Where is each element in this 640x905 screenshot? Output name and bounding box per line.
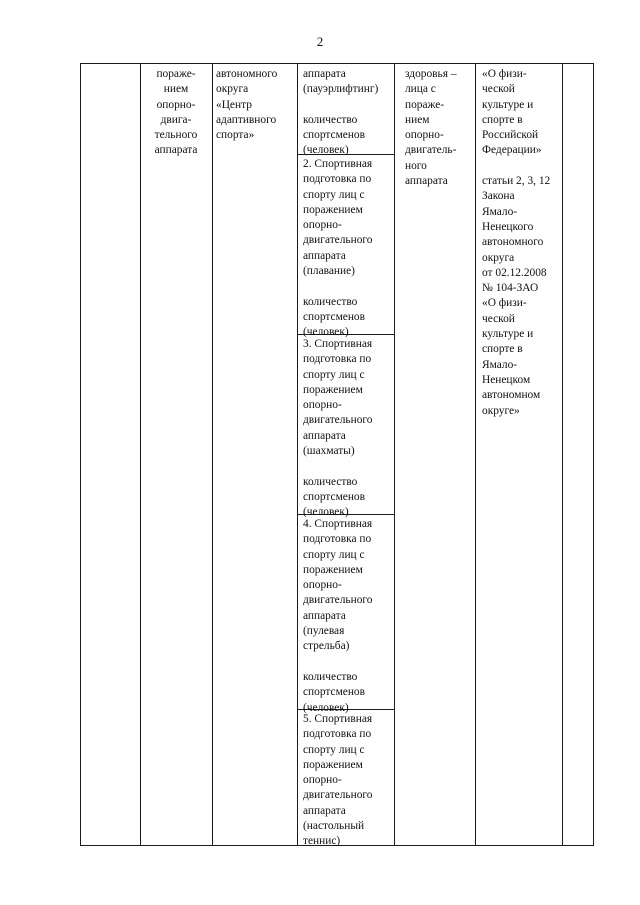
disability-category-cell: пораже- нием опорно- двига- тельного аппарата xyxy=(154,68,198,157)
column-divider xyxy=(212,63,213,846)
activity-cell-3: 3. Спортивная подготовка по спорту лиц с поражением опорно- двигательного аппарата (шахматы) количество спортсменов (человек) xyxy=(303,338,373,519)
table-right-border xyxy=(593,63,594,846)
activity-cell-2: 2. Спортивная подготовка по спорту лиц с поражением опорно- двигательного аппарата (плавание) количество спортсменов (человек) xyxy=(303,158,373,339)
empty-last-column-cell xyxy=(563,64,593,845)
services-table xyxy=(80,63,594,846)
activity-cell-1: аппарата (пауэрлифтинг) количество спортсменов (человек) xyxy=(303,68,379,157)
column-divider xyxy=(140,63,141,846)
activity-cell-4: 4. Спортивная подготовка по спорту лиц с поражением опорно- двигательного аппарата (пулевая стрельба) количество спортсменов (человек) xyxy=(303,518,373,714)
column-divider xyxy=(475,63,476,846)
column-divider xyxy=(297,63,298,846)
table-top-border xyxy=(80,63,594,64)
empty-first-column-cell xyxy=(81,64,140,845)
legal-basis-cell: «О физи- ческой культуре и спорте в Российской Федерации» статьи 2, 3, 12 Закона Ямало- Ненецкого автономного округа от 02.12.2008 № 104-ЗАО «О физи- ческой культуре и спорте в Ямало- Ненецком автономном округе» xyxy=(482,68,551,417)
consumer-category-cell: здоровья – лица с пораже- нием опорно- двигатель- ного аппарата xyxy=(405,68,457,188)
page-number: 2 xyxy=(316,34,324,49)
institution-cell: автономного округа «Центр адаптивного спорта» xyxy=(216,68,278,142)
activity-cell-5: 5. Спортивная подготовка по спорту лиц с поражением опорно- двигательного аппарата (настольный теннис) xyxy=(303,713,373,848)
column-divider xyxy=(394,63,395,846)
